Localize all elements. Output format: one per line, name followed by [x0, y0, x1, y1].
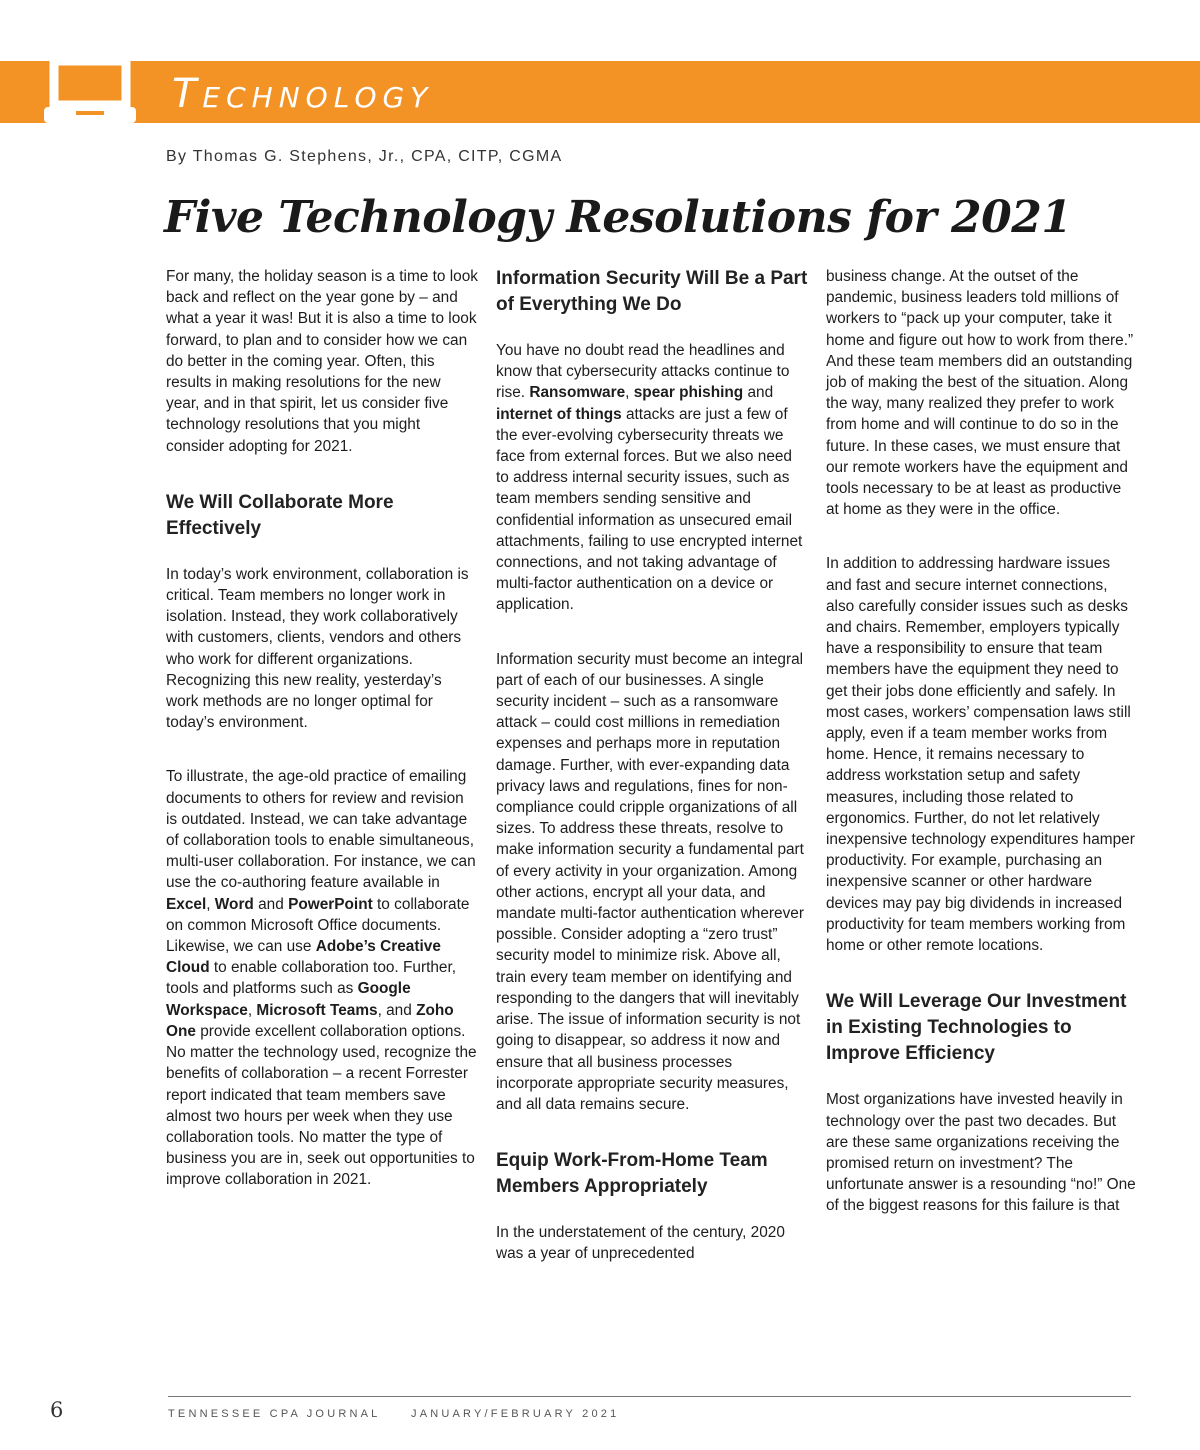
spear-phishing-term: spear phishing [633, 384, 744, 402]
zoho-term: Zoho One [166, 1001, 454, 1040]
powerpoint-term: PowerPoint [288, 895, 373, 913]
iot-term: internet of things [496, 405, 622, 423]
collaborate-paragraph-1: In today’s work environment, collaboration is critical. Team members no longer work in isolation. Instead, they work collaboratively with customers, clients, vendors and others who work for different organizations. Recognizing this new reality, yesterday’s work methods are no longer optimal for today’s environment. [166, 565, 469, 732]
article-title: Five Technology Resolutions for 2021 [164, 192, 1072, 243]
column-3 [826, 266, 1138, 1250]
footer-journal-name: TENNESSEE CPA JOURNAL [168, 1408, 381, 1420]
wfh-paragraph-1-continued: business change. At the outset of the pandemic, business leaders told millions of workers to “pack up your computer, take it home and figure out how to work from there.” And these team members did an outstanding job of making the best of the situation. Along the way, many realized they prefer to work from home and will continue to do so in the future. In these cases, we must ensure that our remote workers have the equipment and tools necessary to be at least as productive at home as they were in the office. [826, 268, 1134, 519]
teams-term: Microsoft Teams [256, 1001, 378, 1019]
page-number: 6 [50, 1398, 64, 1422]
section-heading-collaborate: We Will Collaborate More Effectively [166, 491, 394, 539]
column-2 [496, 266, 808, 1265]
section-title: Technology [172, 71, 434, 117]
laptop-icon [44, 61, 136, 123]
article-byline: By Thomas G. Stephens, Jr., CPA, CITP, CGMA [166, 148, 563, 165]
security-paragraph-2: Information security must become an integral part of each of our businesses. A single security incident – such as a ransomware attack – could cost millions in remediation expenses and perhaps more in reputation damage. Further, with ever-expanding data privacy laws and regulations, fines for non-compliance could cripple organizations of all sizes. To address these threats, resolve to make information security a fundamental part of every activity in your organization. Among other actions, encrypt all your data, and mandate multi-factor authentication wherever possible. Consider adopting a “zero trust” security model to minimize risk. Above all, train every team member on identifying and responding to the dangers that will inevitably arise. The issue of information security is not going to disappear, so address it now and ensure that all business processes incorporate appropriate security measures, and all data remains secure. [496, 650, 804, 1113]
section-heading-leverage: We Will Leverage Our Investment in Existing Technologies to Improve Efficiency [826, 991, 1127, 1065]
footer-issue-date: JANUARY/FEBRUARY 2021 [411, 1408, 620, 1420]
security-paragraph-1: You have no doubt read the headlines and know that cybersecurity attacks continue to rise. Ransomware, spear phishing and internet of things attacks are just a few of the ever-evolving cybersecurity threats we face from external forces. But we also need to address internal security issues, such as team members sending sensitive and confidential information as unsecured email attachments, failing to use encrypted internet connections, and not taking advantage of multi-factor authentication on a device or application. [496, 342, 803, 614]
wfh-paragraph-1-start: In the understatement of the century, 2020 was a year of unprecedented [496, 1224, 785, 1263]
wfh-paragraph-2: In addition to addressing hardware issues and fast and secure internet connections, also carefully consider issues such as desks and chairs. Remember, employers typically have a responsibility to ensure that team members have the equipment they need to get their jobs done efficiently and safely. In most cases, workers’ compensation laws still apply, even if a team member works from home. Hence, it remains necessary to address workstation setup and safety measures, including those related to ergonomics. Further, do not let relatively inexpensive technology expenditures hamper productivity. For example, purchasing an inexpensive scanner or other hardware devices may pay big dividends in increased productivity for team members working from home or other remote locations. [826, 555, 1135, 955]
adobe-term: Adobe’s Creative Cloud [166, 938, 441, 977]
footer-divider [168, 1396, 1131, 1397]
section-heading-security: Information Security Will Be a Part of Everything We Do [496, 268, 808, 315]
ransomware-term: Ransomware [529, 384, 626, 402]
intro-paragraph: For many, the holiday season is a time to look back and reflect on the year gone by – and what a year it was! But it is also a time to look forward, to plan and to consider how we can do better in the coming year. Often, this results in making resolutions for the new year, and in that spirit, let us consider five technology resolutions that you might consider adopting for 2021. [166, 268, 478, 455]
collaborate-paragraph-2: To illustrate, the age-old practice of emailing documents to others for review and revision is outdated. Instead, we can take advantage of collaboration tools to enable simultaneous, multi-user collaboration. For instance, we can use the co-authoring feature available in Excel, Word and PowerPoint to collaborate on common Microsoft Office documents. Likewise, we can use Adobe’s Creative Cloud to enable collaboration too. Further, tools and platforms such as Google Workspace, Microsoft Teams, and Zoho One provide excellent collaboration options. No matter the technology used, recognize the benefits of collaboration – a recent Forrester report indicated that team members save almost two hours per week when they use collaboration tools. No matter the type of business you are in, seek out opportunities to improve collaboration in 2021. [166, 768, 477, 1189]
excel-term: Excel [166, 895, 207, 913]
leverage-paragraph-1: Most organizations have invested heavily in technology over the past two decades. But are these same organizations receiving the promised return on investment? The unfortunate answer is a resounding “no!” One of the biggest reasons for this failure is that [826, 1091, 1136, 1215]
word-term: Word [214, 895, 254, 913]
google-term: Google Workspace [166, 980, 411, 1019]
column-1 [166, 266, 478, 1224]
section-heading-wfh: Equip Work-From-Home Team Members Appropriately [496, 1150, 768, 1198]
